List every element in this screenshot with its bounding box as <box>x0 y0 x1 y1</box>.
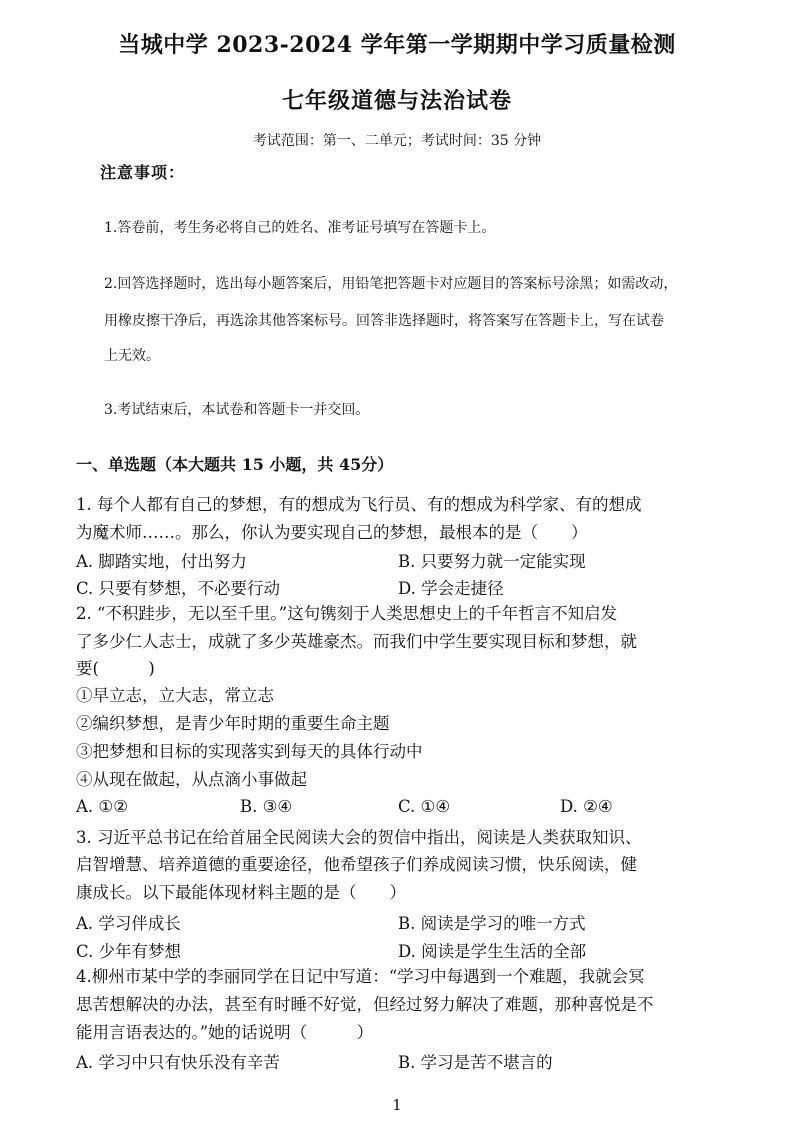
question-1-option-a: A. 脚踏实地，付出努力 <box>76 552 247 571</box>
question-3-option-a: A. 学习伴成长 <box>76 914 181 933</box>
notice-item-2-line-2: 用橡皮擦干净后，再选涂其他答案标号。回答非选择题时，将答案写在答题卡上，写在试卷 <box>104 313 664 329</box>
question-1-option-d: D. 学会走捷径 <box>398 579 504 598</box>
exam-title: 当城中学 2023-2024 学年第一学期期中学习质量检测 <box>118 32 676 58</box>
question-2-line-2: 了多少仁人志士，成就了多少英雄豪杰。而我们中学生要实现目标和梦想，就 <box>76 632 637 651</box>
question-3-option-b: B. 阅读是学习的唯一方式 <box>398 914 586 933</box>
question-3-option-c: C. 少年有梦想 <box>76 942 182 961</box>
question-1-line-1: 1. 每个人都有自己的梦想，有的想成为飞行员、有的想成为科学家、有的想成 <box>76 495 642 514</box>
question-1-option-b: B. 只要努力就一定能实现 <box>398 552 586 571</box>
question-1-line-2: 为魔术师……。那么，你认为要实现自己的梦想，最根本的是（ ） <box>76 523 588 542</box>
page-number: 1 <box>392 1096 402 1114</box>
question-2-option-c: C. ①④ <box>398 797 451 816</box>
notice-item-2-line-3: 上无效。 <box>104 348 160 364</box>
notice-heading: 注意事项： <box>100 163 186 182</box>
question-2-option-b: B. ③④ <box>240 797 293 816</box>
question-4-line-2: 思苦想解决的办法，甚至有时睡不好觉，但经过努力解决了难题，那种喜悦是不 <box>76 995 654 1014</box>
exam-subtitle: 七年级道德与法治试卷 <box>281 88 512 114</box>
question-3-option-d: D. 阅读是学生生活的全部 <box>398 942 587 961</box>
question-2-option-a: A. ①② <box>76 797 128 816</box>
question-2-statement-3: ③把梦想和目标的实现落实到每天的具体行动中 <box>76 742 423 761</box>
question-3-line-3: 康成长。以下最能体现材料主题的是（ ） <box>76 883 406 902</box>
notice-item-3: 3.考试结束后，本试卷和答题卡一并交回。 <box>104 402 370 418</box>
exam-scope-and-time: 考试范围：第一、二单元；考试时间：35 分钟 <box>252 133 542 149</box>
question-2-line-3: 要( ) <box>76 659 155 678</box>
notice-item-2-line-1: 2.回答选择题时，选出每小题答案后，用铅笔把答题卡对应题目的答案标号涂黑；如需改动， <box>104 276 678 292</box>
question-2-line-1: 2. “不积跬步，无以至千里。”这句镌刻于人类思想史上的千年哲言不知启发 <box>76 604 618 623</box>
section-heading: 一、单选题（本大题共 15 小题，共 45分） <box>76 455 394 474</box>
question-2-statement-4: ④从现在做起，从点滴小事做起 <box>76 770 307 789</box>
question-4-line-1: 4.柳州市某中学的李丽同学在日记中写道：“学习中每遇到一个难题，我就会冥 <box>76 967 645 986</box>
question-4-option-a: A. 学习中只有快乐没有辛苦 <box>76 1053 280 1072</box>
question-2-statement-2: ②编织梦想，是青少年时期的重要生命主题 <box>76 714 390 733</box>
question-4-line-3: 能用言语表达的。”她的话说明（ ） <box>76 1023 374 1042</box>
question-3-line-1: 3. 习近平总书记在给首届全民阅读大会的贺信中指出，阅读是人类获取知识、 <box>76 828 642 847</box>
question-3-line-2: 启智增慧、培养道德的重要途径，他希望孩子们养成阅读习惯，快乐阅读，健 <box>76 855 637 874</box>
question-2-option-d: D. ②④ <box>560 797 613 816</box>
question-2-statement-1: ①早立志，立大志，常立志 <box>76 686 274 705</box>
question-4-option-b: B. 学习是苦不堪言的 <box>398 1053 553 1072</box>
question-1-option-c: C. 只要有梦想，不必要行动 <box>76 579 281 598</box>
notice-item-1: 1.答卷前，考生务必将自己的姓名、准考证号填写在答题卡上。 <box>104 220 496 236</box>
